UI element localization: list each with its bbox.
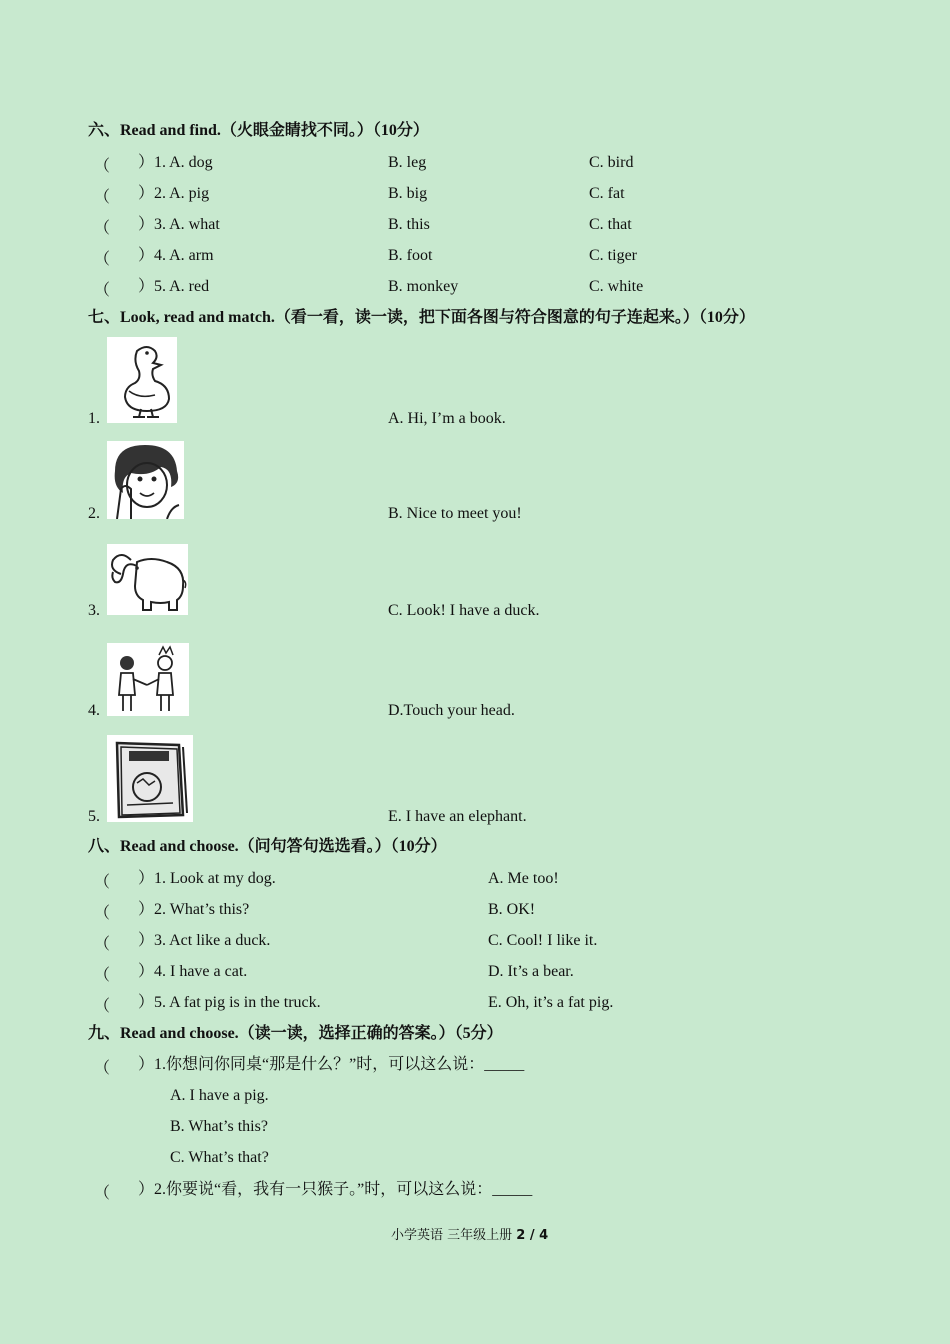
option-b: B. foot bbox=[388, 247, 433, 264]
row-question: ）5. A fat pig is in the truck. bbox=[138, 994, 321, 1011]
answer-blank: （ bbox=[94, 1185, 111, 1202]
section7-heading: 七、Look, read and match.（看一看，读一读，把下面各图与符合图意的句子连起来。）（10分） bbox=[88, 309, 755, 326]
row-question: ）4. I have a cat. bbox=[138, 963, 248, 980]
option-c: C. that bbox=[589, 216, 632, 233]
option-b: B. monkey bbox=[388, 278, 459, 295]
answer-blank: （ bbox=[94, 905, 111, 922]
row-question: ）3. A. what bbox=[138, 216, 220, 233]
row-question: ）2. A. pig bbox=[138, 185, 210, 202]
row-question: ）2. What’s this? bbox=[138, 901, 250, 918]
item-number: 5. bbox=[88, 808, 100, 825]
option-a: A. I have a pig. bbox=[170, 1087, 269, 1104]
book-icon bbox=[107, 735, 193, 822]
row-answer: E. Oh, it’s a fat pig. bbox=[488, 994, 614, 1011]
two-kids-shaking-hands-icon bbox=[107, 643, 189, 716]
row-answer: D. It’s a bear. bbox=[488, 963, 574, 980]
option-c: C. What’s that? bbox=[170, 1149, 269, 1166]
row-answer: A. Me too! bbox=[488, 870, 559, 887]
match-sentence: D.Touch your head. bbox=[388, 702, 515, 719]
option-c: C. white bbox=[589, 278, 644, 295]
row-question: ）3. Act like a duck. bbox=[138, 932, 271, 949]
match-sentence: B. Nice to meet you! bbox=[388, 505, 522, 522]
row-answer: B. OK! bbox=[488, 901, 536, 918]
item-number: 4. bbox=[88, 702, 100, 719]
match-sentence: A. Hi, I’m a book. bbox=[388, 410, 506, 427]
match-sentence: C. Look! I have a duck. bbox=[388, 602, 540, 619]
answer-blank: （ bbox=[94, 251, 111, 268]
girl-touching-head-icon bbox=[107, 441, 184, 519]
row-question: ）1. Look at my dog. bbox=[138, 870, 276, 887]
row-question: ）1. A. dog bbox=[138, 154, 213, 171]
option-b: B. What’s this? bbox=[170, 1118, 268, 1135]
section9-heading: 九、Read and choose.（读一读，选择正确的答案。）（5分） bbox=[88, 1025, 503, 1042]
section6-heading: 六、Read and find.（火眼金睛找不同。）（10分） bbox=[88, 122, 429, 139]
row-question: ）5. A. red bbox=[138, 278, 210, 295]
item-number: 3. bbox=[88, 602, 100, 619]
option-b: B. leg bbox=[388, 154, 427, 171]
row-answer: C. Cool! I like it. bbox=[488, 932, 598, 949]
duck-icon bbox=[107, 337, 177, 423]
item-number: 1. bbox=[88, 410, 100, 427]
answer-blank: （ bbox=[94, 936, 111, 953]
answer-blank: （ bbox=[94, 967, 111, 984]
match-sentence: E. I have an elephant. bbox=[388, 808, 527, 825]
option-b: B. big bbox=[388, 185, 428, 202]
answer-blank: （ bbox=[94, 189, 111, 206]
answer-blank: （ bbox=[94, 874, 111, 891]
answer-blank: （ bbox=[94, 998, 111, 1015]
item-number: 2. bbox=[88, 505, 100, 522]
question-1: ）1.你想问你同桌“那是什么？”时，可以这么说：_____ bbox=[138, 1056, 525, 1073]
option-c: C. bird bbox=[589, 154, 634, 171]
answer-blank: （ bbox=[94, 282, 111, 299]
answer-blank: （ bbox=[94, 158, 111, 175]
footer-text: 小学英语 三年级上册 bbox=[391, 1228, 517, 1243]
option-c: C. fat bbox=[589, 185, 625, 202]
question-2: ）2.你要说“看，我有一只猴子。”时，可以这么说：_____ bbox=[138, 1181, 533, 1198]
option-b: B. this bbox=[388, 216, 430, 233]
row-question: ）4. A. arm bbox=[138, 247, 214, 264]
answer-blank: （ bbox=[94, 220, 111, 237]
page-footer bbox=[391, 1224, 548, 1243]
option-c: C. tiger bbox=[589, 247, 637, 264]
elephant-icon bbox=[107, 544, 188, 615]
answer-blank: （ bbox=[94, 1060, 111, 1077]
page-number: 2 / 4 bbox=[516, 1228, 549, 1243]
section8-heading: 八、Read and choose.（问句答句选选看。）（10分） bbox=[88, 838, 447, 855]
